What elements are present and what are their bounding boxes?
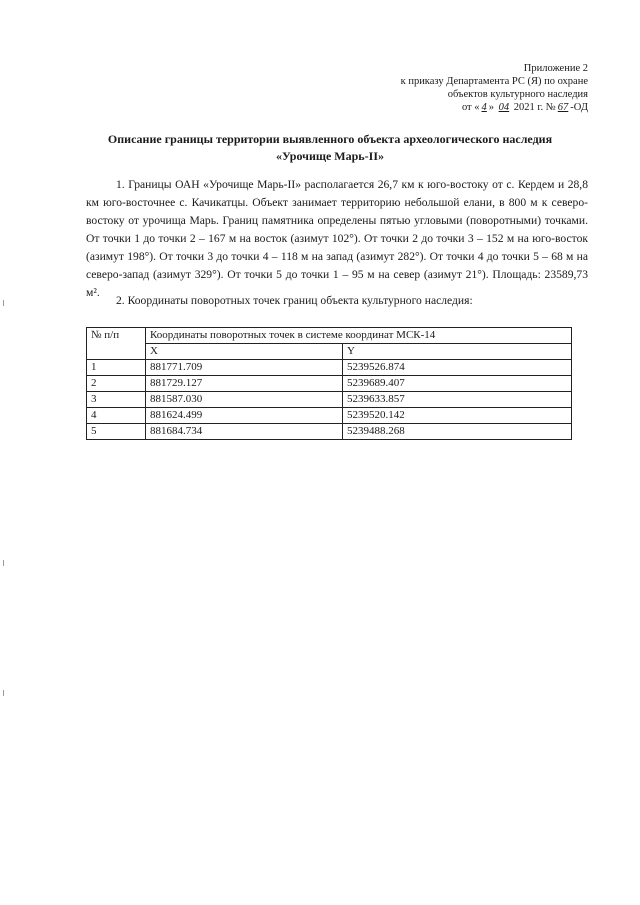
cell-number: 3 <box>87 392 146 408</box>
cell-y: 5239689.407 <box>343 376 572 392</box>
table-row <box>87 392 572 408</box>
document-title-line1: Описание границы территории выявленного объекта археологического наследия <box>107 132 553 146</box>
date-day: 4 <box>481 102 487 113</box>
date-year: 2021 г. № <box>511 102 556 113</box>
annex-title: Приложение 2 <box>523 63 588 74</box>
table-row <box>87 376 572 392</box>
scan-margin-mark <box>3 690 4 696</box>
cell-number: 5 <box>87 424 146 440</box>
cell-x: 881624.499 <box>146 408 343 424</box>
table-row <box>87 424 572 440</box>
table-subheader-row <box>87 344 572 360</box>
header-x: X <box>146 344 343 360</box>
table-header-row <box>87 328 572 344</box>
paragraph-coordinates-intro: 2. Координаты поворотных точек границ объекта культурного наследия: <box>116 294 473 307</box>
annex-header <box>401 62 588 114</box>
scan-margin-mark <box>3 560 4 566</box>
paragraph-boundaries: 1. Границы ОАН «Урочище Марь-II» располагается 26,7 км к юго-востоку от с. Кердем и 28,8 км юго-восточнее с. Качикатцы. Объект занимает территорию небольшой елани, в 800 м к северо-востоку от урочища Марь. Границ памятника определены пятью угловыми (поворотными) точками. От точки 1 до точки 2 – 167 м на восток (азимут 102°). От точки 2 до точки 3 – 152 м на юго-восток (азимут 198°). От точки 3 до точки 4 – 118 м на запад (азимут 282°). От точки 4 до точки 5 – 68 м на северо-запад (азимут 329°). От точки 5 до точки 1 – 95 м на север (азимут 21°). Площадь: 23589,73 м². <box>86 178 588 299</box>
scan-margin-mark <box>3 300 4 306</box>
cell-x: 881587.030 <box>146 392 343 408</box>
cell-x: 881771.709 <box>146 360 343 376</box>
table-row <box>87 360 572 376</box>
document-title-line2: «Урочище Марь-II» <box>275 149 384 163</box>
annex-department: объектов культурного наследия <box>447 89 588 100</box>
table-row <box>87 408 572 424</box>
header-y: Y <box>343 344 572 360</box>
cell-y: 5239633.857 <box>343 392 572 408</box>
annex-date-line <box>401 101 588 114</box>
date-prefix: от « <box>461 102 480 113</box>
cell-y: 5239488.268 <box>343 424 572 440</box>
date-month: 04 <box>498 102 510 113</box>
cell-y: 5239526.874 <box>343 360 572 376</box>
order-number: 67 <box>557 102 569 113</box>
cell-x: 881729.127 <box>146 376 343 392</box>
cell-number: 1 <box>87 360 146 376</box>
header-number: № п/п <box>87 328 146 360</box>
cell-number: 2 <box>87 376 146 392</box>
order-suffix: -ОД <box>570 102 588 113</box>
annex-order-ref: к приказу Департамента РС (Я) по охране <box>400 76 588 87</box>
header-coordinates: Координаты поворотных точек в системе координат МСК-14 <box>146 328 572 344</box>
date-mid: » <box>488 102 497 113</box>
cell-x: 881684.734 <box>146 424 343 440</box>
coordinates-table <box>86 327 572 440</box>
document-title <box>60 131 600 165</box>
cell-y: 5239520.142 <box>343 408 572 424</box>
cell-number: 4 <box>87 408 146 424</box>
